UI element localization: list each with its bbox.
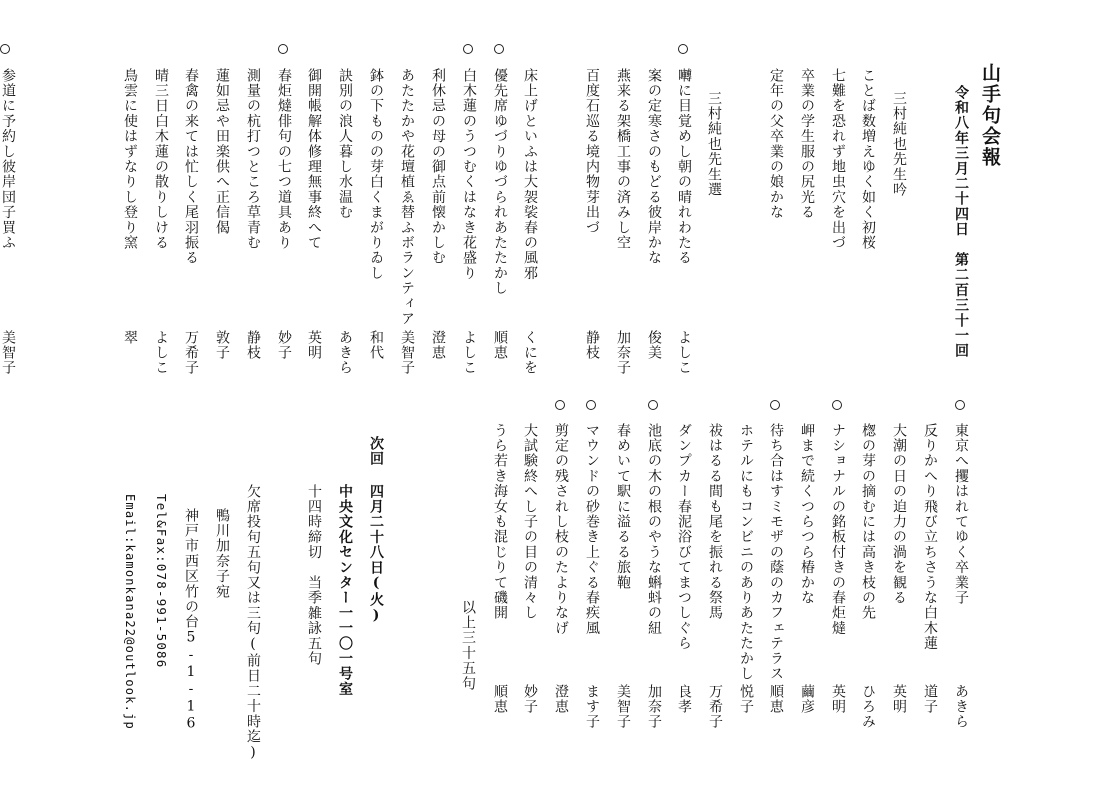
haiku-author: 繭彦 — [799, 684, 815, 715]
haiku-text: ダンプカー春泥浴びてまつしぐら — [676, 423, 692, 651]
circle-mark-icon — [278, 44, 288, 54]
haiku-author: 妙子 — [276, 330, 292, 361]
haiku-text: 鉢の下ものの芽白くまがりゐし — [368, 68, 384, 281]
haiku-text: 白木蓮のうつむくはなき花盛り — [461, 68, 477, 281]
teacher-poem: 七難を恐れず地虫穴を出づ — [830, 68, 846, 251]
recipient: 鴨川加奈子宛 — [214, 508, 230, 600]
circle-mark-icon — [832, 400, 842, 410]
teacher-poem: 卒業の学生服の尻光る — [799, 68, 815, 220]
haiku-author: 翠 — [122, 330, 138, 346]
haiku-text: 百度石巡る境内物芽出づ — [584, 68, 600, 236]
next-label: 次回 — [368, 436, 384, 467]
haiku-author: 順恵 — [768, 684, 784, 715]
haiku-text: 訣別の浪人暮し水温む — [337, 68, 353, 220]
haiku-author: 道子 — [922, 684, 938, 715]
haiku-author: 澄恵 — [430, 330, 446, 361]
haiku-author: 俊美 — [646, 330, 662, 361]
haiku-text: 床上げといふは大袈裟春の風邪 — [522, 68, 538, 281]
haiku-author: 美智子 — [0, 330, 16, 376]
haiku-text: 待ち合はすミモザの蔭のカフェテラス — [768, 423, 784, 682]
issue-date: 令和八年三月二十四日 第二百三十一回 — [953, 85, 969, 359]
haiku-text: 池底の木の根のやうな蝌蚪の紐 — [646, 423, 662, 636]
teacher-heading: 三村純也先生吟 — [891, 91, 907, 198]
haiku-author: 万希子 — [707, 684, 723, 730]
haiku-author: 静枝 — [245, 330, 261, 361]
haiku-author: あきら — [337, 330, 353, 376]
haiku-author: 順恵 — [492, 684, 508, 715]
haiku-text: 剪定の残されし枝のたよりなげ — [553, 423, 569, 636]
haiku-author: ます子 — [584, 684, 600, 730]
circle-mark-icon — [678, 44, 688, 54]
haiku-author: 和代 — [368, 330, 384, 361]
haiku-text: 燕来る架橋工事の済みし空 — [615, 68, 631, 251]
circle-mark-icon — [955, 400, 965, 410]
haiku-text: 春禽の来ては忙しく尾羽振る — [183, 68, 199, 266]
haiku-author: 万希子 — [183, 330, 199, 376]
absentee-note: 欠席投句五句又は三句(前日二十時迄) — [245, 484, 261, 762]
circle-mark-icon — [586, 400, 596, 410]
circle-mark-icon — [494, 44, 504, 54]
haiku-author: 順恵 — [492, 330, 508, 361]
circle-mark-icon — [463, 44, 473, 54]
haiku-text: ナショナルの銘板付きの春炬燵 — [830, 423, 846, 636]
haiku-text: うら若き海女も混じりて磯開 — [492, 423, 508, 621]
haiku-text: 楤の芽の摘むには高き枝の先 — [860, 423, 876, 621]
haiku-text: 晴三日白木蓮の散りしける — [153, 68, 169, 251]
haiku-text: 祓はるる間も尾を振れる祭馬 — [707, 423, 723, 621]
circle-mark-icon — [0, 44, 10, 54]
haiku-author: 美智子 — [399, 330, 415, 376]
teacher-poem: ことば数増えゆく如く初桜 — [860, 68, 876, 251]
haiku-text: 春炬燵俳句の七つ道具あり — [276, 68, 292, 251]
haiku-text: マウンドの砂巻き上ぐる春疾風 — [584, 423, 600, 636]
haiku-author: 英明 — [891, 684, 907, 715]
haiku-author: 美智子 — [615, 684, 631, 730]
email: Email:kamonkana22@outlook.jp — [123, 494, 137, 730]
haiku-author: くにを — [522, 330, 538, 376]
haiku-text: 優先席ゆづりゆづられあたたかし — [492, 68, 508, 296]
haiku-author: 英明 — [306, 330, 322, 361]
haiku-text: 囀に目覚めし朝の晴れわたる — [676, 68, 692, 266]
haiku-author: よしこ — [461, 330, 477, 376]
haiku-text: 大試験終へし子の目の清々し — [522, 423, 538, 621]
haiku-author: 敦子 — [214, 330, 230, 361]
haiku-author: よしこ — [676, 330, 692, 376]
haiku-text: 春めいて駅に溢るる旅鞄 — [615, 423, 631, 591]
tel-fax: Tel&Fax:078-991-5086 — [154, 494, 169, 669]
haiku-author: 加奈子 — [615, 330, 631, 376]
haiku-text: 鳥雲に使はずなりし登り窯 — [122, 68, 138, 251]
haiku-text: 案の定寒さのもどる彼岸かな — [646, 68, 662, 266]
haiku-author: ひろみ — [860, 684, 876, 730]
haiku-author: 妙子 — [522, 684, 538, 715]
circle-mark-icon — [648, 400, 658, 410]
haiku-text: 利休忌の母の御点前懐かしむ — [430, 68, 446, 266]
haiku-author: 加奈子 — [646, 684, 662, 730]
total-count: 以上三十五句 — [460, 600, 476, 692]
address: 神戸市西区竹の台5-1-16 — [183, 508, 199, 733]
haiku-text: 蓮如忌や田楽供へ正信偈 — [214, 68, 230, 236]
haiku-author: 悦子 — [738, 684, 754, 715]
circle-mark-icon — [770, 400, 780, 410]
circle-mark-icon — [555, 400, 565, 410]
haiku-author: あきら — [953, 684, 969, 730]
haiku-text: 御開帳解体修理無事終へて — [306, 68, 322, 251]
haiku-text: 測量の杭打つところ草青む — [245, 68, 261, 251]
haiku-text: 参道に予約し彼岸団子買ふ — [0, 68, 16, 251]
haiku-author: 良孝 — [676, 684, 692, 715]
haiku-author: よしこ — [153, 330, 169, 376]
selection-heading: 三村純也先生選 — [706, 91, 722, 198]
next-venue: 中央文化センター一一〇一号室 — [337, 484, 353, 697]
haiku-author: 英明 — [830, 684, 846, 715]
haiku-author: 澄恵 — [553, 684, 569, 715]
haiku-text: 反りかへり飛び立ちさうな白木蓮 — [922, 423, 938, 651]
haiku-text: 大潮の日の迫力の渦を観る — [891, 423, 907, 606]
haiku-text: あたたかや花壇植ゑ替ふボランティア — [399, 68, 415, 327]
teacher-poem: 定年の父卒業の娘かな — [768, 68, 784, 220]
next-deadline: 十四時締切 当季雑詠五句 — [306, 484, 322, 667]
haiku-text: 東京へ攫はれてゆく卒業子 — [953, 423, 969, 606]
next-date: 四月二十八日(火) — [368, 484, 384, 625]
haiku-text: ホテルにもコンビニのありあたたかし — [738, 423, 754, 682]
haiku-author: 静枝 — [584, 330, 600, 361]
haiku-text: 岬まで続くつらつら椿かな — [799, 423, 815, 606]
page-title: 山手句会報 — [979, 63, 1001, 168]
